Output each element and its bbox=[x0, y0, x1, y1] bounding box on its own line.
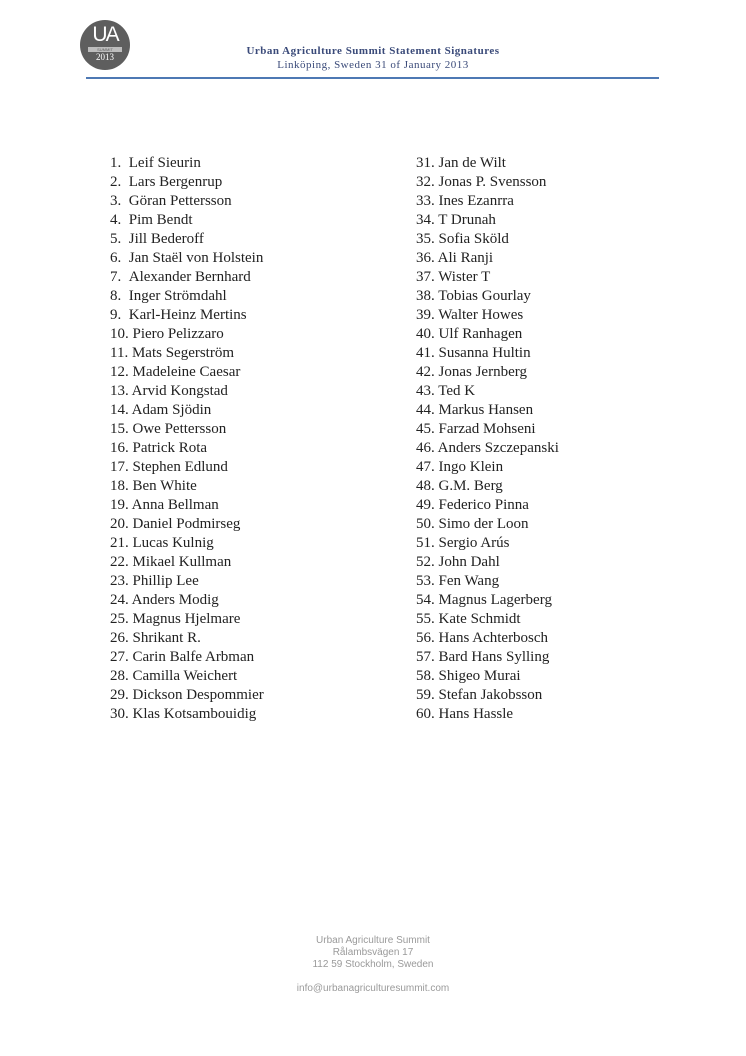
signature-item: 30. Klas Kotsambouidig bbox=[110, 706, 257, 722]
signature-item: 19. Anna Bellman bbox=[110, 497, 219, 513]
signature-item: 2. Lars Bergenrup bbox=[110, 174, 223, 190]
signature-item: 39. Walter Howes bbox=[416, 307, 524, 323]
signature-item: 40. Ulf Ranhagen bbox=[416, 326, 523, 342]
signature-item: 43. Ted K bbox=[416, 383, 476, 399]
signature-item: 3. Göran Pettersson bbox=[110, 193, 232, 209]
logo-year: 2013 bbox=[96, 52, 114, 62]
footer-org: Urban Agriculture Summit bbox=[316, 935, 430, 946]
signature-item: 26. Shrikant R. bbox=[110, 630, 201, 646]
signature-item: 12. Madeleine Caesar bbox=[110, 364, 241, 380]
signature-item: 18. Ben White bbox=[110, 478, 197, 494]
signature-item: 24. Anders Modig bbox=[110, 592, 219, 608]
signature-item: 17. Stephen Edlund bbox=[110, 459, 228, 475]
signature-item: 49. Federico Pinna bbox=[416, 497, 529, 513]
signature-list-right bbox=[416, 154, 559, 724]
signature-item: 8. Inger Strömdahl bbox=[110, 288, 227, 304]
signature-item: 1. Leif Sieurin bbox=[110, 155, 201, 171]
signature-item: 52. John Dahl bbox=[416, 554, 500, 570]
footer-street: Rålambsvägen 17 bbox=[332, 947, 414, 958]
page-title: Urban Agriculture Summit Statement Signatures bbox=[246, 45, 500, 57]
signature-item: 11. Mats Segerström bbox=[110, 345, 235, 361]
signature-list-left bbox=[110, 154, 264, 724]
signature-item: 10. Piero Pelizzaro bbox=[110, 326, 224, 342]
signature-item: 55. Kate Schmidt bbox=[416, 611, 521, 627]
signature-item: 53. Fen Wang bbox=[416, 573, 500, 589]
signature-item: 28. Camilla Weichert bbox=[110, 668, 238, 684]
signature-item: 25. Magnus Hjelmare bbox=[110, 611, 241, 627]
signature-item: 51. Sergio Arús bbox=[416, 535, 510, 551]
signature-item: 13. Arvid Kongstad bbox=[110, 383, 228, 399]
signature-item: 46. Anders Szczepanski bbox=[416, 440, 559, 456]
signature-item: 22. Mikael Kullman bbox=[110, 554, 232, 570]
signature-item: 21. Lucas Kulnig bbox=[110, 535, 214, 551]
signature-item: 57. Bard Hans Sylling bbox=[416, 649, 550, 665]
signature-item: 31. Jan de Wilt bbox=[416, 155, 506, 171]
signature-item: 23. Phillip Lee bbox=[110, 573, 199, 589]
signature-item: 60. Hans Hassle bbox=[416, 706, 514, 722]
signature-item: 56. Hans Achterbosch bbox=[416, 630, 549, 646]
signature-item: 20. Daniel Podmirseg bbox=[110, 516, 241, 532]
signature-item: 9. Karl-Heinz Mertins bbox=[110, 307, 247, 323]
signature-item: 7. Alexander Bernhard bbox=[110, 269, 251, 285]
signature-item: 32. Jonas P. Svensson bbox=[416, 174, 547, 190]
footer-city: 112 59 Stockholm, Sweden bbox=[312, 959, 434, 970]
signature-item: 44. Markus Hansen bbox=[416, 402, 534, 418]
signature-item: 41. Susanna Hultin bbox=[416, 345, 531, 361]
logo-mark: UA bbox=[92, 23, 118, 46]
signature-item: 5. Jill Bederoff bbox=[110, 231, 204, 247]
signature-item: 4. Pim Bendt bbox=[110, 212, 193, 228]
signature-item: 16. Patrick Rota bbox=[110, 440, 208, 456]
signature-item: 33. Ines Ezanrra bbox=[416, 193, 514, 209]
signature-item: 36. Ali Ranji bbox=[416, 250, 494, 266]
signature-item: 47. Ingo Klein bbox=[416, 459, 504, 475]
signature-item: 58. Shigeo Murai bbox=[416, 668, 521, 684]
signature-item: 48. G.M. Berg bbox=[416, 478, 503, 494]
signature-item: 29. Dickson Despommier bbox=[110, 687, 264, 703]
signature-item: 14. Adam Sjödin bbox=[110, 402, 212, 418]
signature-item: 15. Owe Pettersson bbox=[110, 421, 227, 437]
signature-item: 38. Tobias Gourlay bbox=[416, 288, 531, 304]
signature-item: 50. Simo der Loon bbox=[416, 516, 529, 532]
signature-item: 37. Wister T bbox=[416, 269, 491, 285]
logo-bar-text: SUMMIT bbox=[88, 47, 122, 52]
signature-item: 45. Farzad Mohseni bbox=[416, 421, 536, 437]
header-divider bbox=[86, 77, 659, 79]
summit-logo bbox=[80, 20, 130, 70]
page-footer bbox=[0, 935, 746, 995]
footer-email: info@urbanagriculturesummit.com bbox=[296, 983, 450, 994]
page-header bbox=[140, 44, 606, 72]
signature-item: 59. Stefan Jakobsson bbox=[416, 687, 543, 703]
signature-item: 34. T Drunah bbox=[416, 212, 496, 228]
signature-item: 6. Jan Staël von Holstein bbox=[110, 250, 264, 266]
signature-item: 35. Sofia Sköld bbox=[416, 231, 509, 247]
signature-item: 54. Magnus Lagerberg bbox=[416, 592, 552, 608]
page-subtitle: Linköping, Sweden 31 of January 2013 bbox=[277, 59, 469, 71]
signature-item: 42. Jonas Jernberg bbox=[416, 364, 527, 380]
signature-item: 27. Carin Balfe Arbman bbox=[110, 649, 255, 665]
